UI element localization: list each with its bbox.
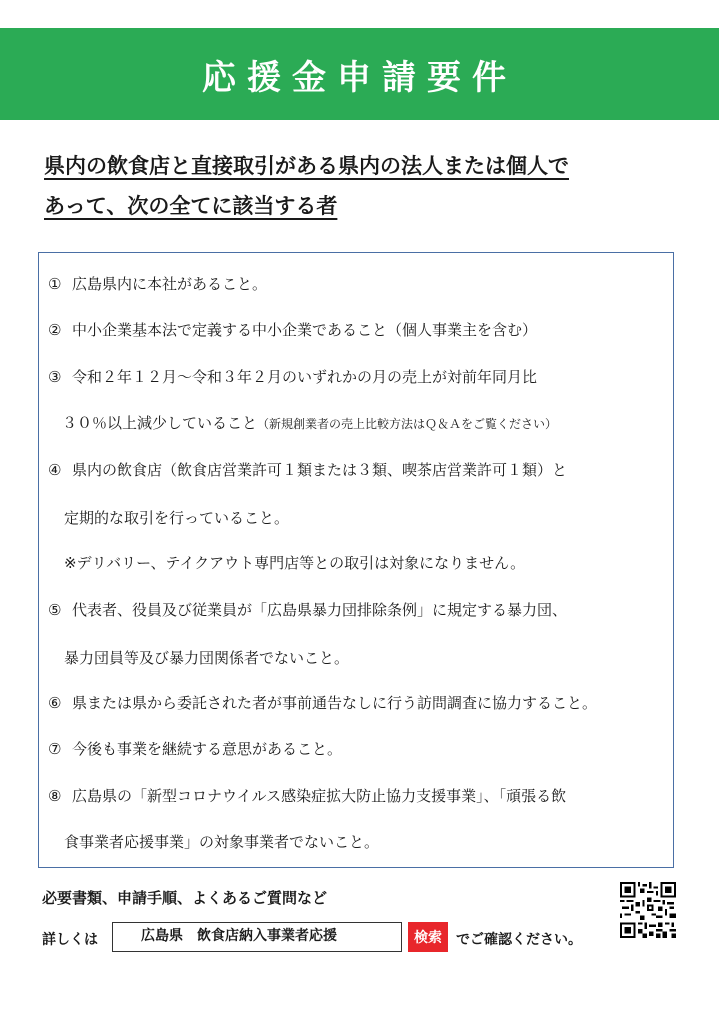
requirement-number: ⑤	[48, 601, 62, 619]
page-title: 応援金申請要件	[202, 57, 517, 98]
requirement-text: 中小企業基本法で定義する中小企業であること（個人事業主を含む）	[72, 321, 538, 339]
requirement-5-continued	[64, 648, 349, 668]
requirement-5	[48, 600, 567, 620]
confirm-text: でご確認ください。	[456, 932, 582, 948]
requirement-3-continued	[62, 413, 557, 434]
requirement-8	[48, 786, 566, 806]
search-lead-text: 詳しくは	[42, 932, 98, 948]
requirement-number: ④	[48, 461, 62, 479]
requirement-text: 県または県から委託された者が事前通告なしに行う訪問調査に協力すること。	[72, 694, 598, 712]
requirement-number: ⑦	[48, 740, 62, 758]
requirement-4	[48, 460, 567, 480]
requirement-text: 令和２年１２月～令和３年２月のいずれかの月の売上が対前年同月比	[72, 368, 538, 386]
search-button: 検索	[408, 922, 448, 952]
subtitle-line-2: あって、次の全てに該当する者	[44, 194, 338, 218]
footer-title: 必要書類、申請手順、よくあるご質問など	[42, 889, 328, 907]
search-keyword-box: 広島県 飲食店納入事業者応援	[112, 922, 402, 952]
requirement-number: ②	[48, 321, 62, 339]
eligibility-subtitle	[44, 146, 684, 226]
requirement-4-continued	[64, 508, 289, 528]
requirement-number: ①	[48, 275, 62, 293]
subtitle-line-1: 県内の飲食店と直接取引がある県内の法人または個人で	[44, 154, 569, 178]
requirement-continued-text: 食事業者応援事業」の対象事業者でないこと。	[64, 833, 380, 851]
requirement-text: 広島県内に本社があること。	[72, 275, 268, 293]
requirement-2	[48, 320, 537, 340]
requirement-8-continued	[64, 832, 379, 852]
requirement-note: ※デリバリー、テイクアウト専門店等との取引は対象になりません。	[64, 554, 526, 572]
requirement-continued-text: 暴力団員等及び暴力団関係者でないこと。	[64, 649, 350, 667]
requirement-number: ③	[48, 368, 62, 386]
search-guide-row	[42, 922, 642, 954]
requirement-text: 代表者、役員及び従業員が「広島県暴力団排除条例」に規定する暴力団、	[72, 601, 568, 619]
requirement-text: 今後も事業を継続する意思があること。	[72, 740, 343, 758]
requirement-7	[48, 739, 342, 759]
requirement-continued-text: ３０％以上減少していること	[62, 414, 258, 432]
requirement-continued-text: 定期的な取引を行っていること。	[64, 509, 290, 527]
requirement-note: （新規創業者の売上比較方法はＱ＆Ａをご覧ください）	[257, 417, 558, 431]
requirement-4-note	[64, 553, 525, 573]
requirement-6	[48, 693, 597, 713]
requirement-text: 県内の飲食店（飲食店営業許可１類または３類、喫茶店営業許可１類）と	[72, 461, 568, 479]
qr-code-icon	[620, 882, 676, 938]
page-title-banner	[0, 28, 719, 120]
requirement-1	[48, 274, 267, 294]
requirement-3	[48, 367, 537, 387]
requirement-number: ⑧	[48, 787, 62, 805]
requirement-text: 広島県の「新型コロナウイルス感染症拡大防止協力支援事業」、「頑張る飲	[72, 787, 567, 805]
requirement-number: ⑥	[48, 694, 62, 712]
